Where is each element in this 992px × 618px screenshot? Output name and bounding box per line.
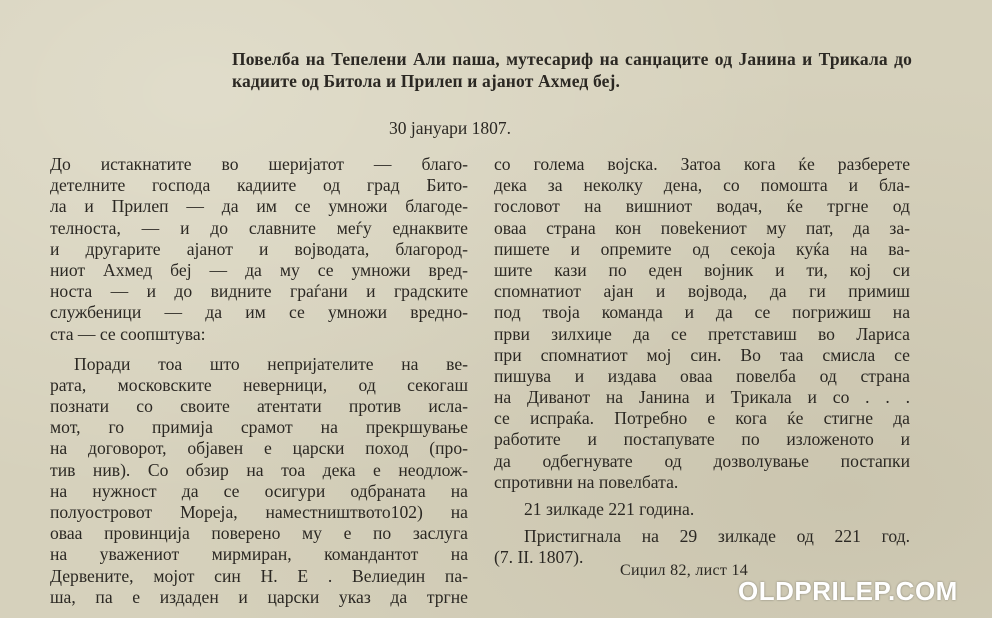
text-line: ниот Ахмед беј — да му се умножи вред- [50,259,468,280]
text-line: детелните господа кадиите од град Бито- [50,175,468,196]
text-line: да одбегнувате од дозволување постапки [494,450,910,471]
text-line: работите и постапувате по изложеното и [494,429,910,450]
text-line: први зилхиџе да се претставиш во Лариса [494,323,910,344]
text-line: пишете и опремите од секоја куќа на ва- [494,238,910,259]
paragraph-gap [50,345,468,354]
text-line: рата, московските неверници, од секогаш [50,374,468,395]
text-line: тив нив). Со обзир на тоа дека е неодлож- [50,459,468,480]
date-line: 21 зилкаде 221 година. [524,499,695,519]
right-column [494,154,910,569]
text-line: ста — се соопштува: [50,323,206,344]
text-line: службеници — да им се умножи вредно- [50,302,468,323]
text-line: на Диванот на Јанина и Трикала и со . . . [494,387,910,408]
text-line: Дервените, мојот син Н. Е . Велиедин па- [50,565,468,586]
text-line: мот, го примија срамот на прекршување [50,417,468,438]
text-line: на уважениот мирмиран, командантот на [50,544,468,565]
text-line: шите кази по еден војник и ти, кој си [494,259,910,280]
text-line: се испраќа. Потребно е кога ќе стигне да [494,408,910,429]
text-line: полуостровот Мореја, наместништвото102) на [50,502,468,522]
text-line: ша, па е издаден и царски указ да тргне [50,586,468,607]
text-line: на договорот, објавен е царски поход (про- [50,438,468,459]
text-line: спомнатиот ајан и војвода, да ги примиш [494,281,910,302]
text-line: оваа страна кон повеkeниот му пат, да за- [494,217,910,238]
received-date-line: (7. II. 1807). [494,547,584,568]
text-line: дека за неколку дена, со помошта и бла- [494,175,910,196]
text-line: познати со своите атентати против ислa- [50,396,468,417]
text-line: ла и Прилеп — да им се умножи благоде- [50,196,468,217]
text-line: на нужност да се осигури одбраната на [50,480,468,501]
text-line: телноста, — и до славните меѓу еднаквите [50,217,468,238]
text-line: носта — и до видните граѓани и градските [50,281,468,302]
text-line: со голема војска. Затоа кога ќе разберете [494,154,910,174]
document-title: Повелба на Тепелени Али паша, мутесариф на санџаците од Јанина и Трикала до кадиите од Битола и Прилеп и ајанот Ахмед беј. [232,49,912,91]
received-line: Пристигнала на 29 зилкаде од 221 год. [524,526,910,547]
text-line: оваа провинција поверено му е по заслуга [50,523,468,544]
source-reference: Сиџил 82, лист 14 [620,562,749,579]
text-line: и другарите ајанот и војводата, благород- [50,238,468,259]
text-line: под твоја команда и да се погрижиш на [494,302,910,323]
text-line: Поради тоа што непријателите на ве- [74,353,468,374]
text-line: пишува и издава оваа повелба од страна [494,365,910,386]
text-line: спротивни на повелбата. [494,471,679,492]
document-date: 30 јануари 1807. [389,118,512,138]
text-line: при спомнатиот мој син. Во таа смисла се [494,344,910,365]
watermark: OLDPRILEP.COM [738,576,958,606]
text-line: гословот на вишниот водач, ќе тргне од [494,196,910,217]
left-column [50,154,468,608]
text-line: До истакнатите во шеријатот — благо- [50,154,468,174]
